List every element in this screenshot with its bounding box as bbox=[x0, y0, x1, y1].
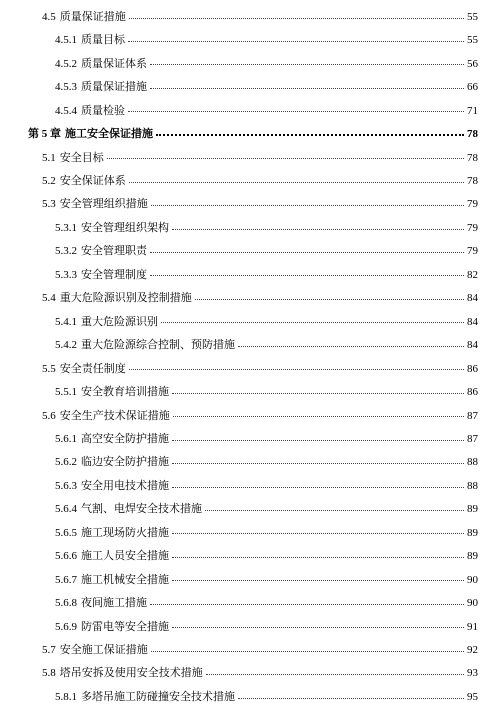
toc-entry-number: 5.6.2 bbox=[55, 456, 77, 469]
toc-entry[interactable] bbox=[55, 305, 478, 329]
toc-entry-number: 5.6 bbox=[42, 409, 56, 422]
toc-dot-leader bbox=[128, 41, 464, 42]
toc-entry-title: 安全用电技术措施 bbox=[81, 478, 169, 492]
toc-entry[interactable] bbox=[55, 492, 478, 516]
toc-entry-number: 4.5.4 bbox=[55, 104, 77, 117]
toc-entry-title: 安全教育培训措施 bbox=[81, 385, 169, 399]
toc-dot-leader bbox=[206, 674, 464, 675]
toc-entry-title: 安全管理组织措施 bbox=[59, 197, 148, 211]
toc-entry-title: 多塔吊施工防碰撞安全技术措施 bbox=[81, 689, 235, 703]
toc-entry-number: 5.3.2 bbox=[55, 245, 77, 258]
toc-entry-title: 夜间施工措施 bbox=[81, 596, 147, 610]
toc-entry[interactable] bbox=[55, 211, 478, 235]
toc-entry-title: 安全管理职责 bbox=[81, 244, 147, 258]
toc-entry-title: 重大危险源识别及控制措施 bbox=[59, 291, 192, 305]
toc-entry[interactable] bbox=[55, 70, 478, 94]
toc-entry-page-number: 89 bbox=[467, 503, 478, 516]
toc-dot-leader bbox=[150, 64, 464, 65]
toc-entry-page-number: 90 bbox=[467, 573, 478, 586]
toc-entry-page-number: 89 bbox=[467, 550, 478, 563]
toc-entry-number: 5.6.6 bbox=[55, 550, 77, 563]
toc-dot-leader bbox=[172, 580, 464, 581]
toc-dot-leader bbox=[172, 557, 464, 558]
toc-entry-title: 质量检验 bbox=[81, 103, 125, 117]
toc-entry[interactable] bbox=[55, 375, 478, 399]
toc-entry-page-number: 95 bbox=[467, 690, 478, 703]
toc-entry-number: 5.6.4 bbox=[55, 503, 77, 516]
toc-entry-title: 质量保证措施 bbox=[81, 80, 147, 94]
toc-dot-leader bbox=[172, 533, 464, 534]
toc-dot-leader bbox=[172, 229, 464, 230]
toc-entry-page-number: 79 bbox=[467, 198, 478, 211]
toc-entry-title: 气割、电焊安全技术措施 bbox=[81, 502, 202, 516]
toc-entry[interactable] bbox=[42, 281, 478, 305]
toc-entry-title: 重大危险源综合控制、预防措施 bbox=[81, 338, 235, 352]
toc-entry-number: 5.4 bbox=[42, 292, 56, 305]
toc-entry-page-number: 92 bbox=[467, 644, 478, 656]
toc-dot-leader bbox=[238, 346, 464, 347]
toc-dot-leader bbox=[195, 299, 464, 300]
toc-entry[interactable] bbox=[42, 352, 478, 376]
toc-entry[interactable] bbox=[55, 328, 478, 352]
toc-entry-page-number: 78 bbox=[467, 151, 478, 164]
toc-entry[interactable] bbox=[55, 586, 478, 610]
toc-entry-number: 5.7 bbox=[42, 644, 56, 656]
toc-dot-leader bbox=[172, 627, 464, 628]
toc-entry-title: 安全施工保证措施 bbox=[59, 643, 148, 656]
toc-entry-number: 5.6.3 bbox=[55, 479, 77, 492]
toc-entry-page-number: 55 bbox=[467, 34, 478, 47]
toc-entry-number: 4.5.1 bbox=[55, 34, 77, 47]
toc-entry-page-number: 87 bbox=[467, 409, 478, 422]
toc-entry-title: 质量保证体系 bbox=[81, 56, 147, 70]
toc-entry-number: 5.5.1 bbox=[55, 386, 77, 399]
toc-entry-page-number: 84 bbox=[467, 292, 478, 305]
toc-entry[interactable] bbox=[55, 563, 478, 587]
toc-entry-title: 临边安全防护措施 bbox=[81, 455, 169, 469]
toc-entry-number: 5.3.1 bbox=[55, 221, 77, 234]
toc-entry-title: 防雷电等安全措施 bbox=[81, 619, 169, 633]
toc-dot-leader bbox=[161, 322, 464, 323]
toc-dot-leader bbox=[150, 604, 464, 605]
toc-entry-number: 5.8.1 bbox=[55, 690, 77, 703]
toc-dot-leader bbox=[129, 18, 464, 19]
toc-entry-page-number: 55 bbox=[467, 10, 478, 23]
toc-entry-title: 塔吊安拆及使用安全技术措施 bbox=[59, 666, 203, 680]
toc-entry[interactable] bbox=[55, 610, 478, 634]
toc-entry-page-number: 66 bbox=[467, 81, 478, 94]
toc-entry-page-number: 79 bbox=[467, 245, 478, 258]
toc-entry-number: 5.6.5 bbox=[55, 526, 77, 539]
toc-entry[interactable] bbox=[55, 23, 478, 47]
toc-dot-leader bbox=[205, 510, 464, 511]
toc-entry[interactable] bbox=[42, 657, 478, 681]
toc-entry-number: 5.6.9 bbox=[55, 620, 77, 633]
toc-entry-page-number: 79 bbox=[467, 221, 478, 234]
toc-entry[interactable] bbox=[55, 446, 478, 470]
toc-entry-page-number: 56 bbox=[467, 57, 478, 70]
toc-dot-leader bbox=[129, 369, 464, 370]
toc-dot-leader bbox=[128, 111, 464, 112]
toc-entry-number: 5.6.1 bbox=[55, 432, 77, 445]
toc-entry-page-number: 84 bbox=[467, 339, 478, 352]
toc-entry[interactable] bbox=[42, 188, 478, 212]
toc-entry-number: 5.4.2 bbox=[55, 339, 77, 352]
toc-dot-leader bbox=[150, 252, 464, 253]
toc-dot-leader bbox=[129, 182, 464, 183]
toc-entry-number: 5.6.8 bbox=[55, 597, 77, 610]
toc-entry-title: 安全责任制度 bbox=[59, 361, 126, 375]
toc-entry-number: 4.5.2 bbox=[55, 57, 77, 70]
toc-entry[interactable] bbox=[42, 141, 478, 165]
toc-entry-page-number: 86 bbox=[467, 386, 478, 399]
toc-entry-title: 施工安全保证措施 bbox=[65, 127, 153, 141]
toc-dot-leader bbox=[156, 134, 464, 136]
toc-entry-number: 5.5 bbox=[42, 362, 56, 375]
toc-entry-page-number: 88 bbox=[467, 479, 478, 492]
toc-entry-title: 施工机械安全措施 bbox=[81, 572, 169, 586]
toc-entry-number: 5.1 bbox=[42, 151, 56, 164]
toc-entry[interactable] bbox=[42, 399, 478, 423]
toc-entry-number: 4.5 bbox=[42, 10, 56, 23]
toc-entry-title: 安全管理制度 bbox=[81, 267, 147, 281]
toc-entry-page-number: 71 bbox=[467, 104, 478, 117]
toc-entry-page-number: 84 bbox=[467, 315, 478, 328]
toc-entry-title: 安全目标 bbox=[59, 150, 104, 164]
toc-entry-number: 5.3 bbox=[42, 198, 56, 211]
toc-entry-number: 5.8 bbox=[42, 667, 56, 680]
toc-entry-number: 4.5.3 bbox=[55, 81, 77, 94]
toc-entry[interactable] bbox=[55, 516, 478, 540]
toc-entry-number: 5.2 bbox=[42, 175, 56, 187]
toc-dot-leader bbox=[172, 487, 464, 488]
toc-entry-title: 重大危险源识别 bbox=[81, 314, 158, 328]
toc-chapter-entry[interactable] bbox=[28, 117, 478, 141]
toc-entry-page-number: 89 bbox=[467, 526, 478, 539]
toc-dot-leader bbox=[150, 88, 464, 89]
toc-entry-title: 安全生产技术保证措施 bbox=[59, 408, 170, 422]
toc-entry-title: 高空安全防护措施 bbox=[81, 431, 169, 445]
toc-dot-leader bbox=[173, 416, 464, 417]
toc-entry[interactable] bbox=[55, 469, 478, 493]
toc-dot-leader bbox=[150, 275, 464, 276]
toc-entry-page-number: 78 bbox=[467, 128, 478, 141]
toc-entry-number: 5.6.7 bbox=[55, 573, 77, 586]
toc-dot-leader bbox=[172, 393, 464, 394]
toc-entry[interactable] bbox=[55, 680, 478, 704]
toc-entry-title: 安全保证体系 bbox=[59, 174, 126, 187]
toc-entry-page-number: 90 bbox=[467, 597, 478, 610]
toc-dot-leader bbox=[151, 651, 464, 652]
toc-entry-title: 质量保证措施 bbox=[59, 9, 126, 23]
toc-entry-title: 质量目标 bbox=[81, 33, 125, 47]
toc-dot-leader bbox=[151, 205, 464, 206]
toc-dot-leader bbox=[238, 698, 464, 699]
toc-entry-page-number: 82 bbox=[467, 268, 478, 281]
toc-entry-page-number: 86 bbox=[467, 362, 478, 375]
toc-entry-title: 施工现场防火措施 bbox=[81, 525, 169, 539]
toc-entry-page-number: 93 bbox=[467, 667, 478, 680]
toc-entry[interactable] bbox=[55, 47, 478, 71]
toc-entry[interactable] bbox=[55, 94, 478, 118]
toc-entry-page-number: 78 bbox=[467, 175, 478, 187]
toc-entry[interactable] bbox=[42, 633, 478, 657]
toc-entry[interactable] bbox=[55, 258, 478, 282]
toc-entry[interactable] bbox=[55, 422, 478, 446]
toc-entry-number: 5.3.3 bbox=[55, 268, 77, 281]
toc-entry[interactable] bbox=[42, 164, 478, 188]
toc-entry-page-number: 88 bbox=[467, 456, 478, 469]
toc-dot-leader bbox=[172, 440, 464, 441]
toc-dot-leader bbox=[107, 158, 464, 159]
toc-entry[interactable] bbox=[55, 235, 478, 259]
toc-entry[interactable] bbox=[55, 539, 478, 563]
toc-dot-leader bbox=[172, 463, 464, 464]
toc-entry-number: 第 5 章 bbox=[28, 128, 61, 141]
toc-entry-title: 安全管理组织架构 bbox=[81, 220, 169, 234]
toc-entry-page-number: 91 bbox=[467, 620, 478, 633]
toc-entry-page-number: 87 bbox=[467, 432, 478, 445]
toc-entry[interactable] bbox=[42, 0, 478, 24]
toc-entry-number: 5.4.1 bbox=[55, 315, 77, 328]
toc-entry-title: 施工人员安全措施 bbox=[81, 549, 169, 563]
